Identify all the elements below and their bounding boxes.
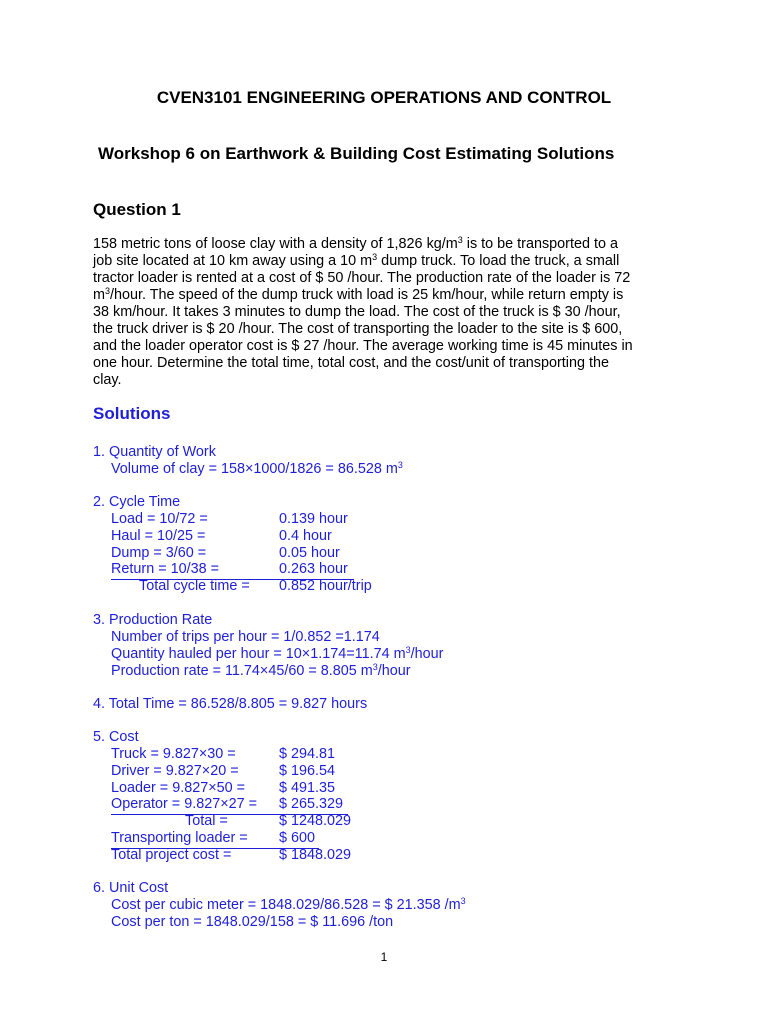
section-cost-heading: 5. Cost: [93, 729, 139, 745]
question-line: $m^3$/hour. The speed of the dump truck with load is 25 km/hour, while return empty is: [93, 286, 624, 303]
question-line: one hour. Determine the total time, total cost, and the cost/unit of transporting the: [93, 355, 609, 371]
question-line: clay.: [93, 372, 122, 388]
cycle-load-value: 0.139 hour: [279, 511, 348, 527]
cost-project-value: $ 1848.029: [279, 847, 352, 863]
cost-total-value: $ 1248.029: [279, 813, 352, 829]
cost-operator-value: $ 265.329: [279, 796, 344, 812]
question-heading: Question 1: [93, 200, 181, 219]
cycle-dump-label: Dump = 3/60 =: [111, 545, 207, 561]
question-line: job site located at 10 km away using a 10 $m^3$ dump truck. To load the truck, a small: [93, 252, 620, 269]
cost-loader-value: $ 491.35: [279, 780, 336, 796]
question-line: 158 metric tons of loose clay with a density of 1,826 $kg/m^3$ is to be transported to a: [93, 235, 618, 252]
cost-transport-label: Transporting loader =: [111, 830, 248, 846]
cost-per-ton-line: Cost per ton = 1848.029/158 = $ 11.696 /ton: [111, 914, 394, 930]
cycle-return-value: 0.263 hour: [279, 561, 348, 577]
cost-total-label: Total =: [185, 813, 228, 829]
section-quantity-heading: 1. Quantity of Work: [93, 444, 216, 460]
section-total-time: 4. Total Time = 86.528/8.805 = 9.827 hours: [93, 696, 368, 712]
cost-truck-label: Truck = 9.827×30 =: [111, 746, 236, 762]
cycle-haul-label: Haul = 10/25 =: [111, 528, 206, 544]
cycle-return-label: Return = 10/38 =: [111, 561, 220, 577]
trips-per-hour-line: Number of trips per hour = 1/0.852 =1.174: [111, 629, 380, 645]
cost-loader-label: Loader = 9.827×50 =: [111, 780, 246, 796]
cycle-dump-value: 0.05 hour: [279, 545, 340, 561]
cost-per-cubic-meter-line: Cost per cubic meter = 1848.029/86.528 = $ 21.358 $/m^3$: [111, 896, 466, 913]
quantity-hauled-line: Quantity hauled per hour = 10×1.174=11.74 $m^3$/hour: [111, 645, 444, 662]
question-line: and the loader operator cost is $ 27 /hour. The average working time is 45 minutes in: [93, 338, 633, 354]
cost-driver-value: $ 196.54: [279, 763, 336, 779]
course-title: CVEN3101 ENGINEERING OPERATIONS AND CONTROL: [156, 88, 612, 107]
production-rate-line: Production rate = 11.74×45/60 = 8.805 $m^3$/hour: [111, 662, 411, 679]
solutions-heading: Solutions: [93, 404, 171, 423]
cycle-total-value: 0.852 hour/trip: [279, 578, 372, 594]
cost-transport-value: $ 600: [279, 830, 316, 846]
question-line: tractor loader is rented at a cost of $ 50 /hour. The production rate of the loader is 72: [93, 270, 631, 286]
cycle-load-label: Load = 10/72 =: [111, 511, 208, 527]
cost-project-label: Total project cost =: [111, 847, 232, 863]
cost-truck-value: $ 294.81: [279, 746, 336, 762]
cost-driver-label: Driver = 9.827×20 =: [111, 763, 239, 779]
question-line: 38 km/hour. It takes 3 minutes to dump the load. The cost of the truck is $ 30 /hour,: [93, 304, 621, 320]
cycle-total-label: Total cycle time =: [139, 578, 250, 594]
page-number: 1: [380, 950, 388, 964]
section-unit-cost-heading: 6. Unit Cost: [93, 880, 169, 896]
question-line: the truck driver is $ 20 /hour. The cost of transporting the loader to the site is $ 600,: [93, 321, 623, 337]
document-subtitle: Workshop 6 on Earthwork & Building Cost Estimating Solutions: [98, 144, 615, 163]
cost-operator-label: Operator = 9.827×27 =: [111, 796, 258, 812]
section-cycle-heading: 2. Cycle Time: [93, 494, 181, 510]
cycle-haul-value: 0.4 hour: [279, 528, 332, 544]
section-production-heading: 3. Production Rate: [93, 612, 213, 628]
volume-line: Volume of clay = 158×1000/1826 = 86.528 $m^3$: [111, 460, 403, 477]
